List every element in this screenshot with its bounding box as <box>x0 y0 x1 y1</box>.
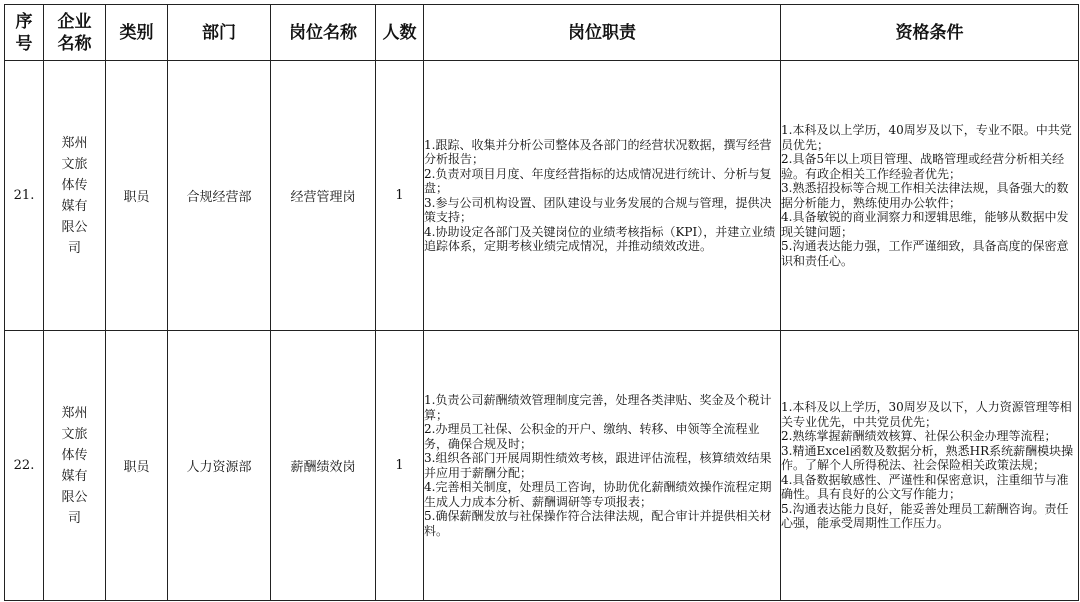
header-count: 人数 <box>376 5 424 61</box>
cell-company <box>44 61 106 331</box>
cell-position: 经营管理岗 <box>271 61 376 331</box>
duty-item: 4.协助设定各部门及关键岗位的业绩考核指标（KPI），并建立业绩追踪体系，定期考核业绩完成情况，并推动绩效改进。 <box>424 224 776 253</box>
requirement-item: 3.精通Excel函数及数据分析，熟悉HR系统薪酬模块操作。了解个人所得税法、社会保险相关政策法规； <box>781 443 1074 473</box>
requirement-item: 4.具备敏锐的商业洞察力和逻辑思维，能够从数据中发现关键问题； <box>781 210 1069 239</box>
cell-requirements <box>781 61 1079 331</box>
requirement-item: 1.本科及以上学历，40周岁及以下，专业不限。中共党员优先； <box>781 123 1072 152</box>
cell-duties <box>424 61 781 331</box>
requirement-item: 4.具备数据敏感性、严谨性和保密意识，注重细节与准确性。具有良好的公文写作能力； <box>781 472 1069 502</box>
requirement-item: 3.熟悉招投标等合规工作相关法律法规，具备强大的数据分析能力，熟练使用办公软件； <box>781 181 1069 210</box>
cell-count: 1 <box>376 61 424 331</box>
header-company: 企业名称 <box>44 5 106 61</box>
header-requirements: 资格条件 <box>781 5 1079 61</box>
header-row <box>5 5 1079 61</box>
duty-item: 2.办理员工社保、公积金的开户、缴纳、转移、申领等全流程业务，确保合规及时； <box>424 422 760 451</box>
table-row <box>5 331 1079 601</box>
header-seq: 序号 <box>5 5 44 61</box>
cell-category: 职员 <box>106 331 168 601</box>
duty-item: 5.确保薪酬发放与社保操作符合法律法规，配合审计并提供相关材料。 <box>424 509 772 538</box>
cell-department: 合规经营部 <box>168 61 271 331</box>
requirement-item: 5.沟通表达能力强，工作严谨细致，具备高度的保密意识和责任心。 <box>781 239 1069 268</box>
duty-item: 3.组织各部门开展周期性绩效考核，跟进评估流程，核算绩效结果并应用于薪酬分配； <box>424 451 772 480</box>
cell-duties <box>424 331 781 601</box>
header-category: 类别 <box>106 5 168 61</box>
header-department: 部门 <box>168 5 271 61</box>
recruitment-table <box>4 4 1079 601</box>
company-name: 郑州文旅体传媒有限公司 <box>61 405 88 526</box>
duty-item: 2.负责对项目月度、年度经营指标的达成情况进行统计、分析与复盘； <box>424 166 772 195</box>
requirement-item: 1.本科及以上学历，30周岁及以下，人力资源管理等相关专业优先，中共党员优先； <box>781 400 1072 429</box>
duty-item: 1.跟踪、收集并分析公司整体及各部门的经营状况数据，撰写经营分析报告； <box>424 137 772 166</box>
cell-requirements <box>781 331 1079 601</box>
company-name: 郑州文旅体传媒有限公司 <box>61 135 88 256</box>
cell-company <box>44 331 106 601</box>
header-position: 岗位名称 <box>271 5 376 61</box>
header-duties: 岗位职责 <box>424 5 781 61</box>
duty-item: 3.参与公司机构设置、团队建设与业务发展的合规与管理，提供决策支持； <box>424 195 772 224</box>
cell-seq: 21. <box>5 61 44 331</box>
table-row <box>5 61 1079 331</box>
cell-category: 职员 <box>106 61 168 331</box>
cell-count: 1 <box>376 331 424 601</box>
cell-position: 薪酬绩效岗 <box>271 331 376 601</box>
duty-item: 1.负责公司薪酬绩效管理制度完善，处理各类津贴、奖金及个税计算； <box>424 393 772 422</box>
requirement-item: 2.具备5年以上项目管理、战略管理或经营分析相关经验。有政企相关工作经验者优先； <box>781 152 1065 181</box>
cell-seq: 22. <box>5 331 44 601</box>
requirement-item: 5.沟通表达能力良好，能妥善处理员工薪酬咨询。责任心强，能承受周期性工作压力。 <box>781 501 1069 531</box>
requirement-item: 2.熟练掌握薪酬绩效核算、社保公积金办理等流程； <box>781 429 1057 444</box>
cell-department: 人力资源部 <box>168 331 271 601</box>
duty-item: 4.完善相关制度，处理员工咨询，协助优化薪酬绩效操作流程定期生成人力成本分析、薪酬调研等专项报表； <box>424 480 772 509</box>
